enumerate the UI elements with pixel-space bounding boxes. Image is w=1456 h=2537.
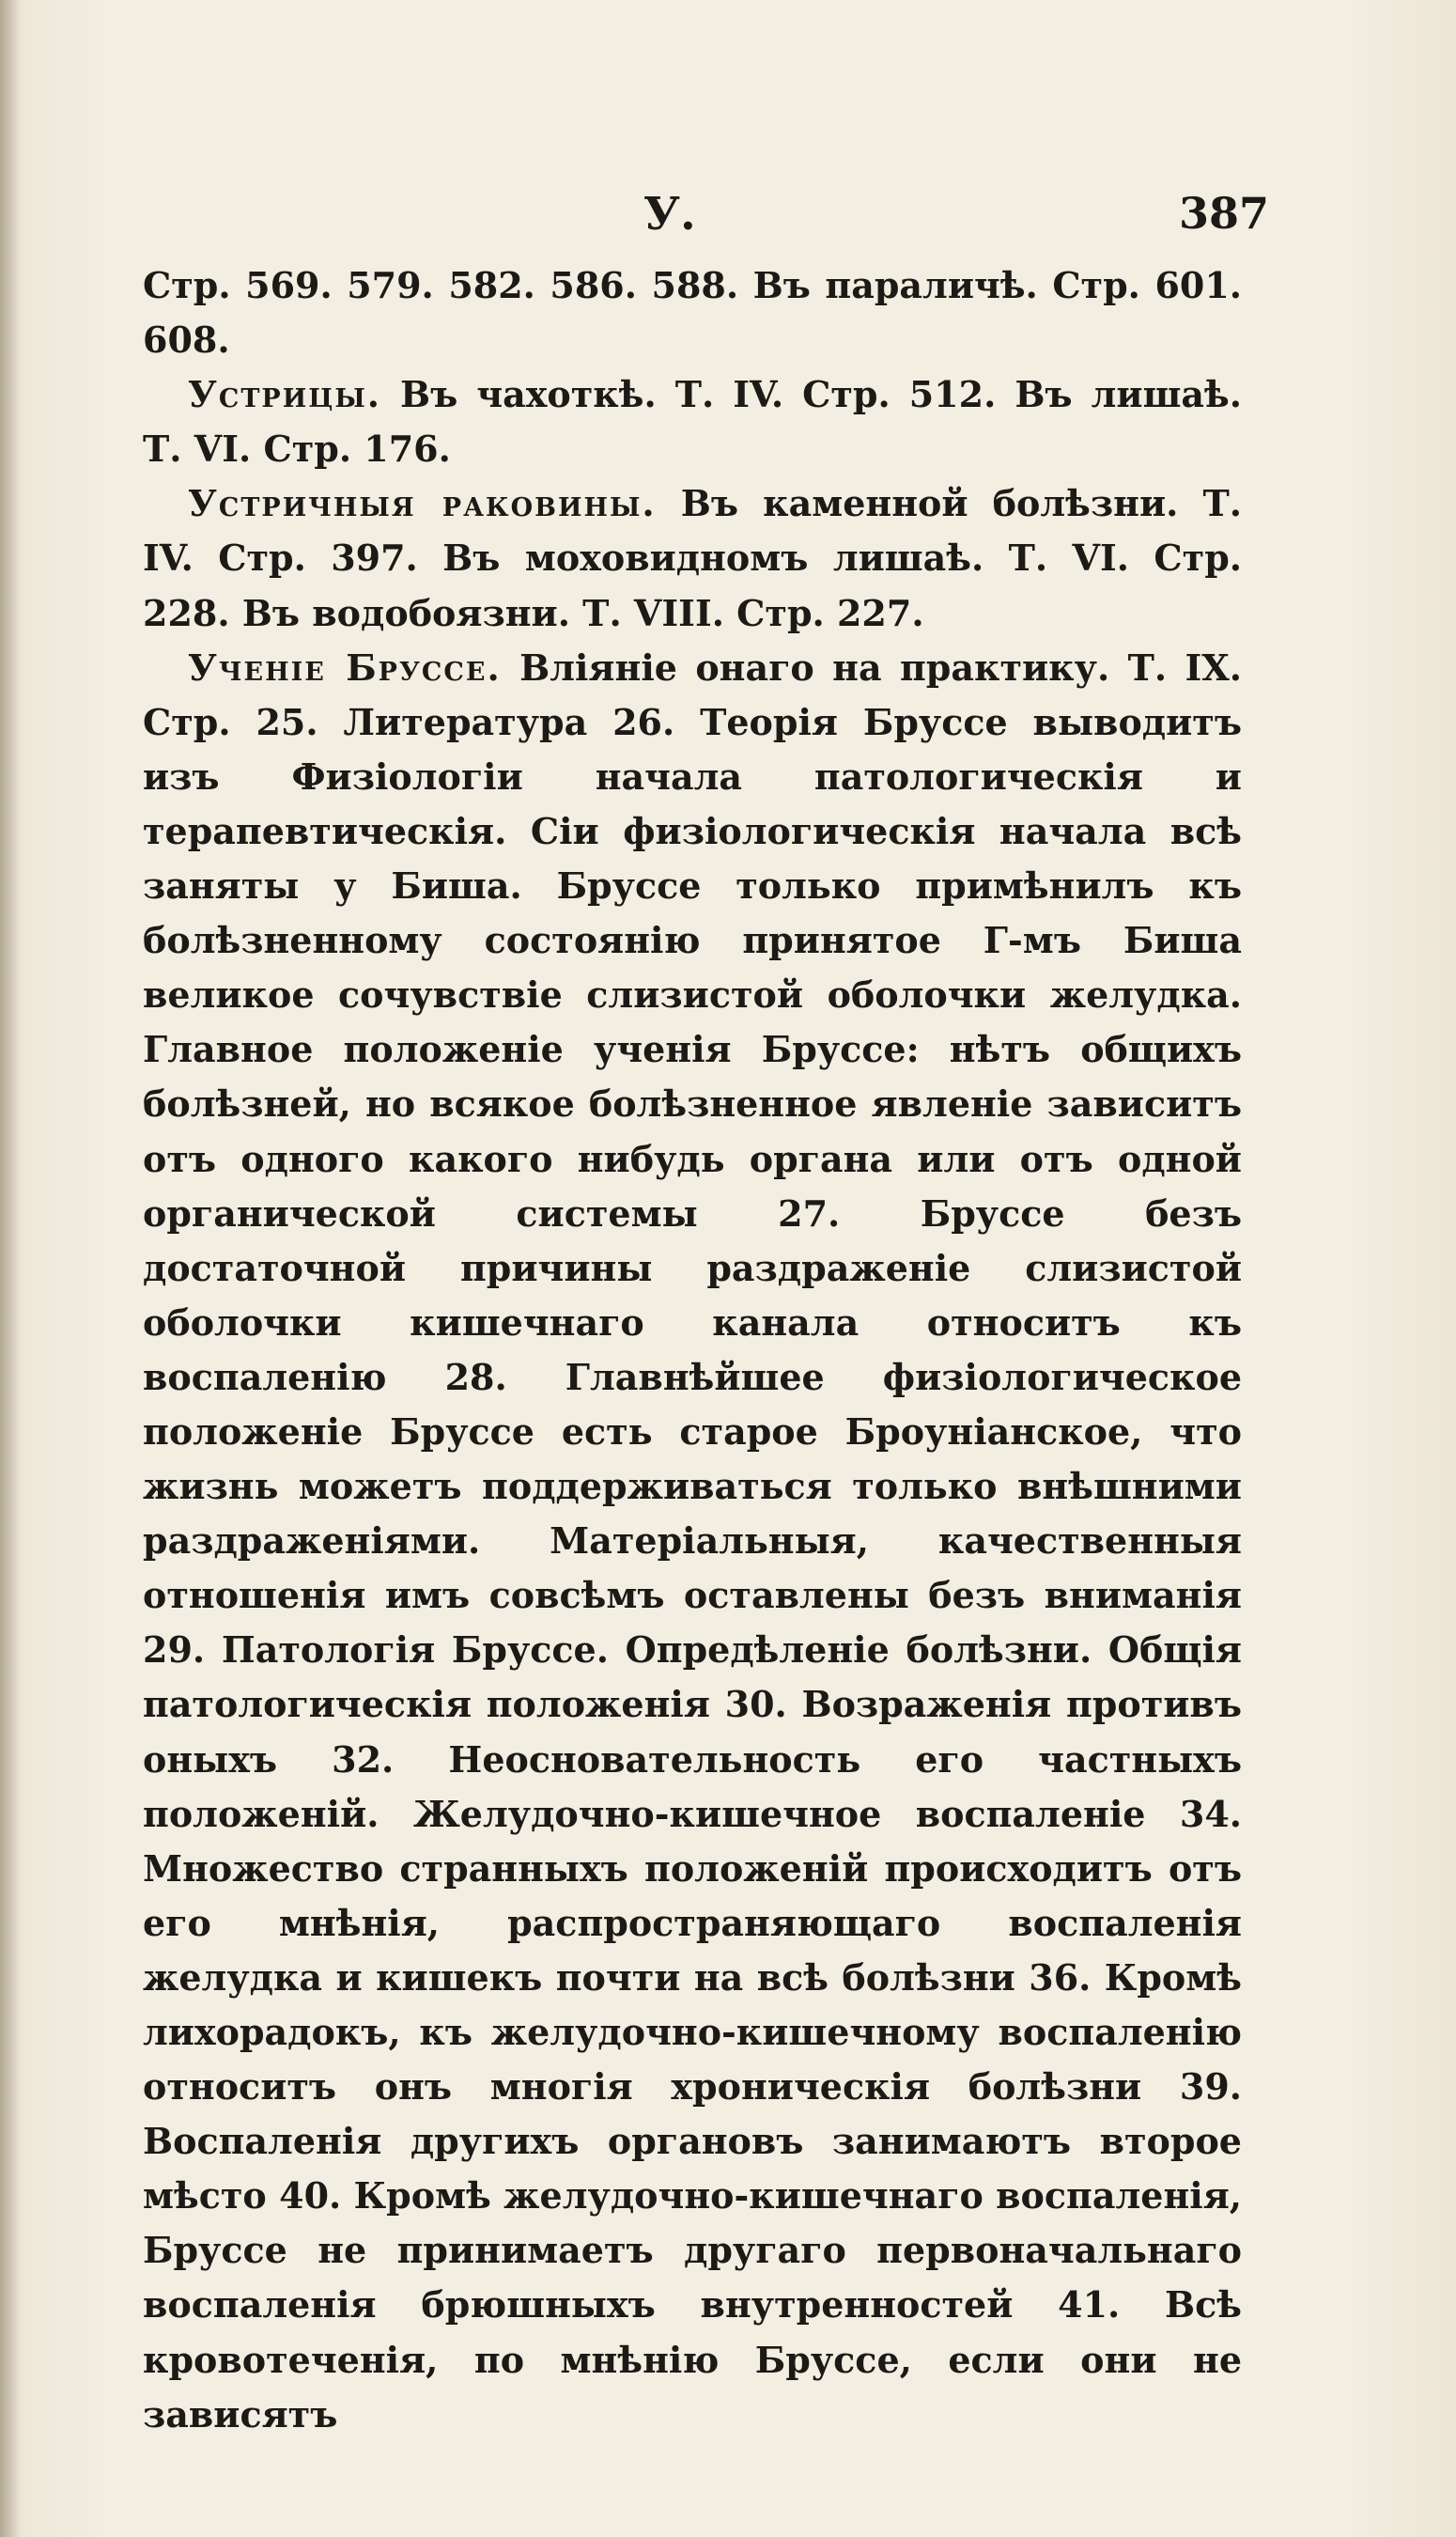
running-header xyxy=(0,188,1456,254)
index-text-block xyxy=(143,258,1242,2442)
index-entry-continuation xyxy=(143,258,1242,367)
entry-headword: Ученіе Бруссе. xyxy=(188,646,502,689)
index-entry-broussais-doctrine xyxy=(143,641,1242,2442)
entry-headword: Устричныя раковины. xyxy=(188,482,657,525)
index-entry-oysters xyxy=(143,367,1242,476)
entry-text: Стр. 569. 579. 582. 586. 588. Въ параличѣ. Стр. 601. 608. xyxy=(143,264,1242,362)
entry-headword: Устрицы. xyxy=(188,373,381,416)
index-entry-oyster-shells xyxy=(143,476,1242,640)
page-number: 387 xyxy=(1179,188,1270,239)
section-letter: У. xyxy=(643,188,696,241)
entry-text: Въ каменной болѣзни. Т. IV. Стр. 397. Въ моховидномъ лишаѣ. Т. VI. Стр. 228. Въ водобоязни. Т. VIII. Стр. 227. xyxy=(143,482,1242,634)
entry-text: Вліяніе онаго на практику. Т. IX. Стр. 25. Литература 26. Теорія Бруссе выводитъ изъ Физіологіи начала патологическія и терапевтическія. Сіи физіологическія начала всѣ заняты у Биша. Бруссе только примѣнилъ къ болѣзненному состоянію принятое Г-мъ Биша великое сочувствіе слизистой оболочки желудка. Главное положеніе ученія Бруссе: нѣтъ общихъ болѣзней, но всякое болѣзненное явленіе зависитъ отъ одного какого нибудь органа или отъ одной органической системы 27. Бруссе безъ достаточной причины раздраженіе слизистой оболочки кишечнаго канала относитъ къ воспаленію 28. Главнѣйшее физіологическое положеніе Бруссе есть старое Броуніанское, что жизнь можетъ поддерживаться только внѣшними раздраженіями. Матеріальныя, качественныя отношенія имъ совсѣмъ оставлены безъ вниманія 29. Патологія Бруссе. Опредѣленіе болѣзни. Общія патологическія положенія 30. Возраженія противъ оныхъ 32. Неосновательность его частныхъ положеній. Желудочно-кишечное воспаленіе 34. Множество странныхъ положеній происходитъ отъ его мнѣнія, распространяющаго воспаленія желудка и кишекъ почти на всѣ болѣзни 36. Кромѣ лихорадокъ, къ желудочно-кишечному воспаленію относитъ онъ многія хроническія болѣзни 39. Воспаленія другихъ органовъ занимаютъ второе мѣсто 40. Кромѣ желудочно-кишечнаго воспаленія, Бруссе не принимаетъ другаго первоначальнаго воспаленія брюшныхъ внутренностей 41. Всѣ кровотеченія, по мнѣнію Бруссе, если они не зависятъ xyxy=(143,646,1242,2436)
page-edge-shadow xyxy=(0,0,21,2537)
entry-text: Въ чахоткѣ. Т. IV. Стр. 512. Въ лишаѣ. Т. VI. Стр. 176. xyxy=(143,373,1242,471)
